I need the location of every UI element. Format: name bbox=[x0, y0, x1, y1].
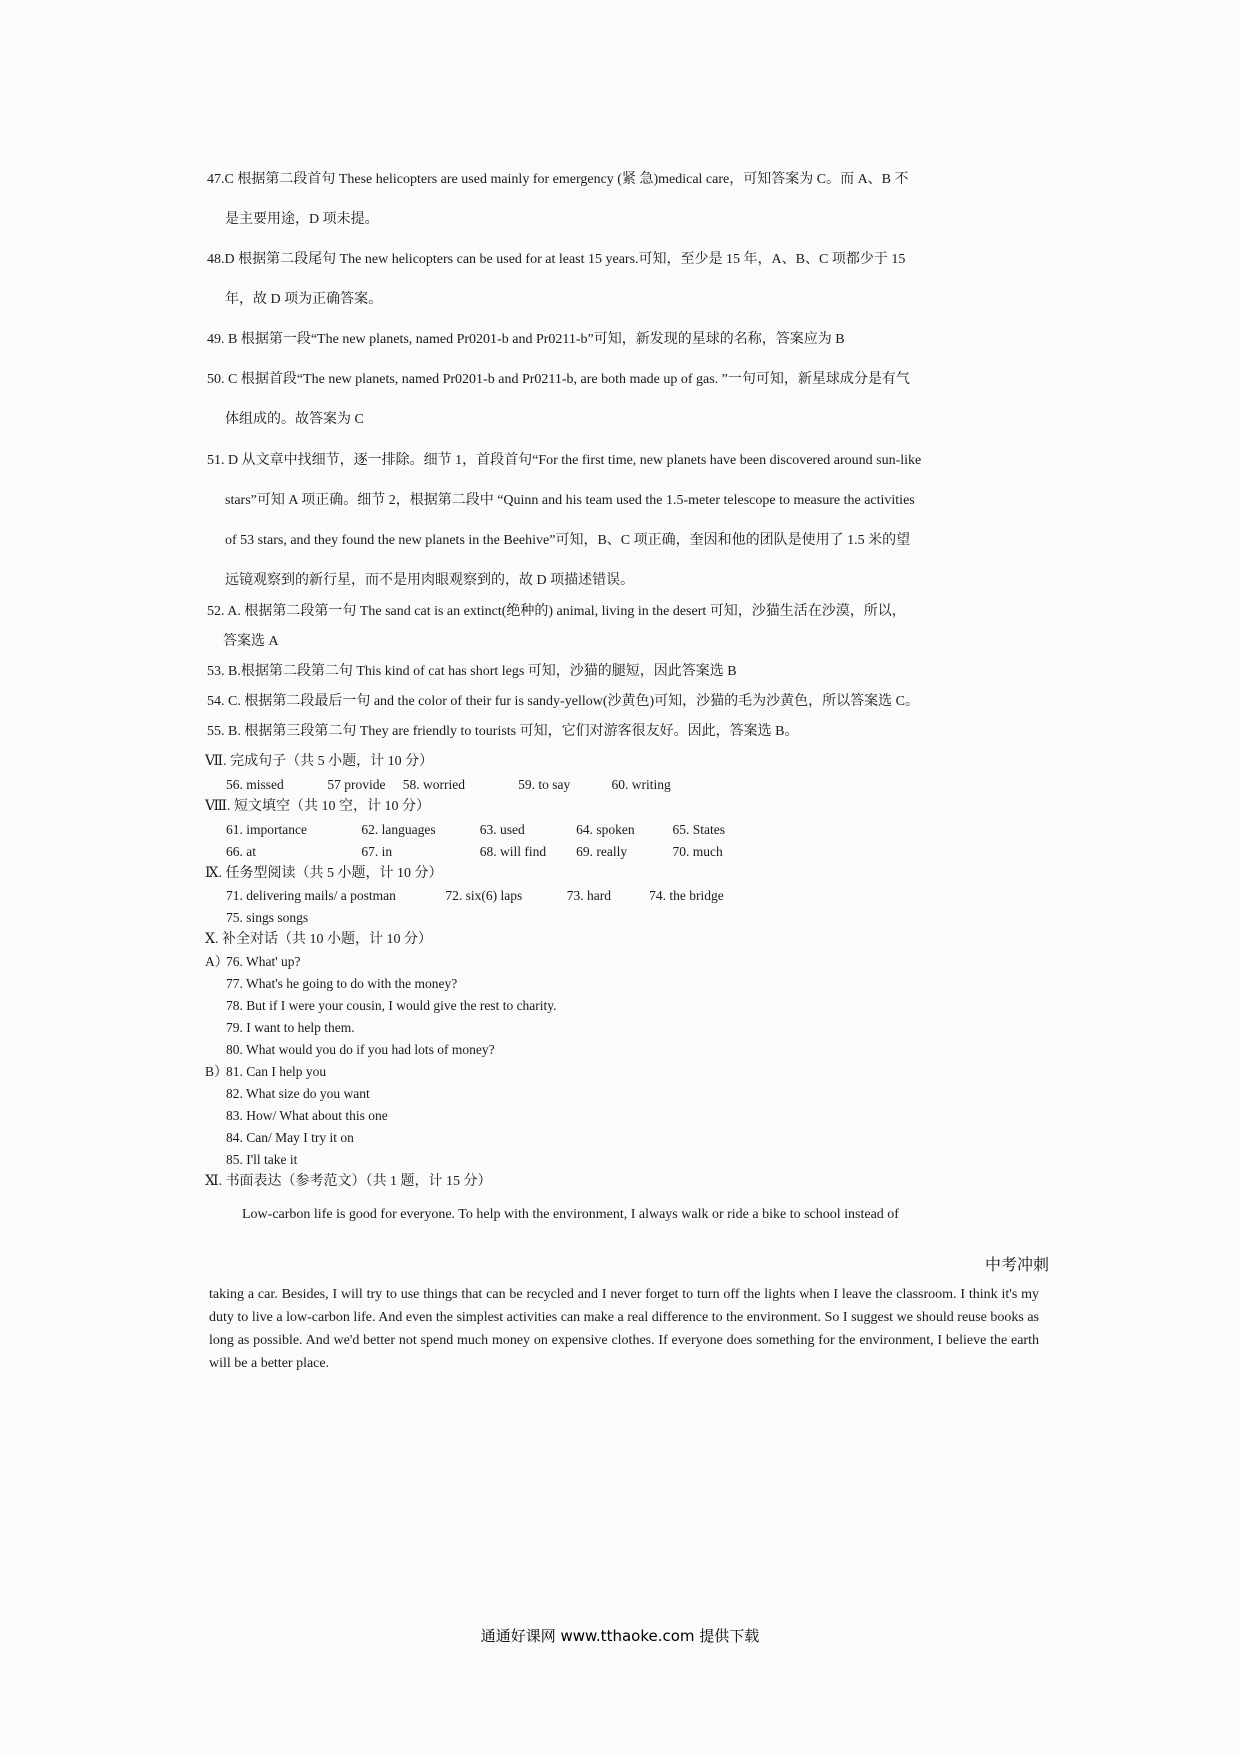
section-8-heading: Ⅷ. 短文填空（共 10 空，计 10 分） bbox=[205, 799, 431, 814]
answer-49 bbox=[207, 331, 997, 371]
answer-line: 47.C 根据第二段首句 These helicopters are used mainly for emergency (紧 急)medical care，可知答案为 C。而 A、B 不 bbox=[207, 172, 909, 187]
answer-line: of 53 stars, and they found the new planets in the Beehive”可知，B、C 项正确，奎因和他的团队是使用了 1.5 米的望 bbox=[225, 533, 911, 548]
answer-item: 70. much bbox=[672, 844, 723, 859]
answer-item: 61. importance bbox=[226, 822, 307, 837]
dialog-b-line: 85. I'll take it bbox=[226, 1152, 298, 1167]
footer-source: 通通好课网 www.tthaoke.com 提供下载 bbox=[480, 1627, 760, 1645]
essay-body: taking a car. Besides, I will try to use things that can be recycled and I never forget to turn off the lights when I leave the classroom. I think it's my duty to live a low-carbon life. And even the simplest activities can make a real difference to the environment. So I suggest we should reuse books as long as possible. And we'd better not spend much money on expensive clothes. If everyone does something for the environment, I believe the earth will be a better place. bbox=[209, 1287, 1039, 1371]
dialog-b-label: B） bbox=[205, 1064, 228, 1079]
answer-line: 54. C. 根据第二段最后一句 and the color of their fur is sandy-yellow(沙黄色)可知，沙猫的毛为沙黄色，所以答案选 C。 bbox=[207, 694, 919, 709]
answer-item: 75. sings songs bbox=[226, 910, 309, 925]
dialog-a-line: 80. What would you do if you had lots of money? bbox=[226, 1042, 495, 1057]
answer-50 bbox=[207, 371, 997, 429]
answer-item: 58. worried bbox=[402, 777, 465, 792]
section-9-answers-row1 bbox=[226, 887, 724, 905]
answer-51 bbox=[207, 452, 997, 590]
answer-line: 远镜观察到的新行星，而不是用肉眼观察到的，故 D 项描述错误。 bbox=[225, 573, 635, 588]
dialog-b-line: 84. Can/ May I try it on bbox=[226, 1130, 354, 1145]
answer-line: 51. D 从文章中找细节，逐一排除。细节 1，首段首句“For the first time, new planets have been discovered around sun-like bbox=[207, 453, 922, 468]
dialog-b-line: 81. Can I help you bbox=[226, 1064, 327, 1079]
answer-47 bbox=[207, 171, 997, 229]
answer-line: 53. B.根据第二段第二句 This kind of cat has short legs 可知，沙猫的腿短，因此答案选 B bbox=[207, 664, 737, 679]
section-10-heading: Ⅹ. 补全对话（共 10 小题，计 10 分） bbox=[205, 932, 432, 947]
answer-item: 59. to say bbox=[518, 777, 571, 792]
section-7-answers bbox=[226, 776, 671, 794]
answer-item: 69. really bbox=[576, 844, 628, 859]
answer-item: 74. the bridge bbox=[649, 888, 724, 903]
answer-line: 是主要用途，D 项未提。 bbox=[225, 212, 379, 227]
answer-item: 66. at bbox=[226, 844, 256, 859]
dialog-b-line: 82. What size do you want bbox=[226, 1086, 370, 1101]
answer-item: 57 provide bbox=[327, 777, 386, 792]
answer-line: 55. B. 根据第三段第二句 They are friendly to tourists 可知，它们对游客很友好。因此，答案选 B。 bbox=[207, 724, 799, 739]
dialog-a-line: 77. What's he going to do with the money? bbox=[226, 976, 458, 991]
section-7-heading: Ⅶ. 完成句子（共 5 小题，计 10 分） bbox=[205, 754, 434, 769]
dialog-a-label: A） bbox=[205, 954, 229, 969]
answer-item: 68. will find bbox=[479, 844, 547, 859]
answer-line: 49. B 根据第一段“The new planets, named Pr0201-b and Pr0211-b”可知，新发现的星球的名称，答案应为 B bbox=[207, 332, 845, 347]
answer-item: 71. delivering mails/ a postman bbox=[226, 888, 396, 903]
answer-item: 67. in bbox=[361, 844, 393, 859]
answer-line: 52. A. 根据第二段第一句 The sand cat is an extinct(绝种的) animal, living in the desert 可知，沙猫生活在沙漠，所以， bbox=[207, 604, 906, 619]
answer-item: 56. missed bbox=[226, 777, 284, 792]
answer-item: 65. States bbox=[672, 822, 725, 837]
answer-item: 62. languages bbox=[361, 822, 436, 837]
answer-line: 体组成的。故答案为 C bbox=[225, 412, 364, 427]
section-8-answers-row2 bbox=[226, 843, 723, 861]
answer-line: 年，故 D 项为正确答案。 bbox=[225, 292, 383, 307]
dialog-a-line: 76. What' up? bbox=[226, 954, 301, 969]
answer-item: 73. hard bbox=[566, 888, 611, 903]
answer-line: stars”可知 A 项正确。细节 2，根据第二段中 “Quinn and his team used the 1.5-meter telescope to measure the activities bbox=[225, 493, 915, 508]
answer-item: 64. spoken bbox=[576, 822, 635, 837]
answer-item: 60. writing bbox=[611, 777, 671, 792]
section-9-heading: Ⅸ. 任务型阅读（共 5 小题，计 10 分） bbox=[205, 866, 443, 881]
answer-52 bbox=[207, 603, 997, 651]
section-8-answers-row1 bbox=[226, 821, 725, 839]
answer-line: 48.D 根据第二段尾句 The new helicopters can be used for at least 15 years.可知，至少是 15 年，A、B、C 项都少于 15 bbox=[207, 252, 906, 267]
answer-line: 50. C 根据首段“The new planets, named Pr0201-b and Pr0211-b, are both made up of gas. ”一句可知，新星球成分是有气 bbox=[207, 372, 910, 387]
dialog-a-line: 79. I want to help them. bbox=[226, 1020, 355, 1035]
answer-48 bbox=[207, 251, 997, 309]
section-11-heading: Ⅺ. 书面表达（参考范文）（共 1 题，计 15 分） bbox=[205, 1174, 492, 1189]
answer-item: 72. six(6) laps bbox=[445, 888, 523, 903]
dialog-b-line: 83. How/ What about this one bbox=[226, 1108, 388, 1123]
corner-stamp: 中考冲刺 bbox=[985, 1255, 1050, 1274]
section-9-answers-row2 bbox=[226, 909, 308, 927]
answer-item: 63. used bbox=[479, 822, 525, 837]
dialog-a-line: 78. But if I were your cousin, I would give the rest to charity. bbox=[226, 998, 557, 1013]
essay-first-line: Low-carbon life is good for everyone. To help with the environment, I always walk or ride a bike to school instead of bbox=[242, 1207, 899, 1222]
answer-line: 答案选 A bbox=[223, 634, 279, 649]
